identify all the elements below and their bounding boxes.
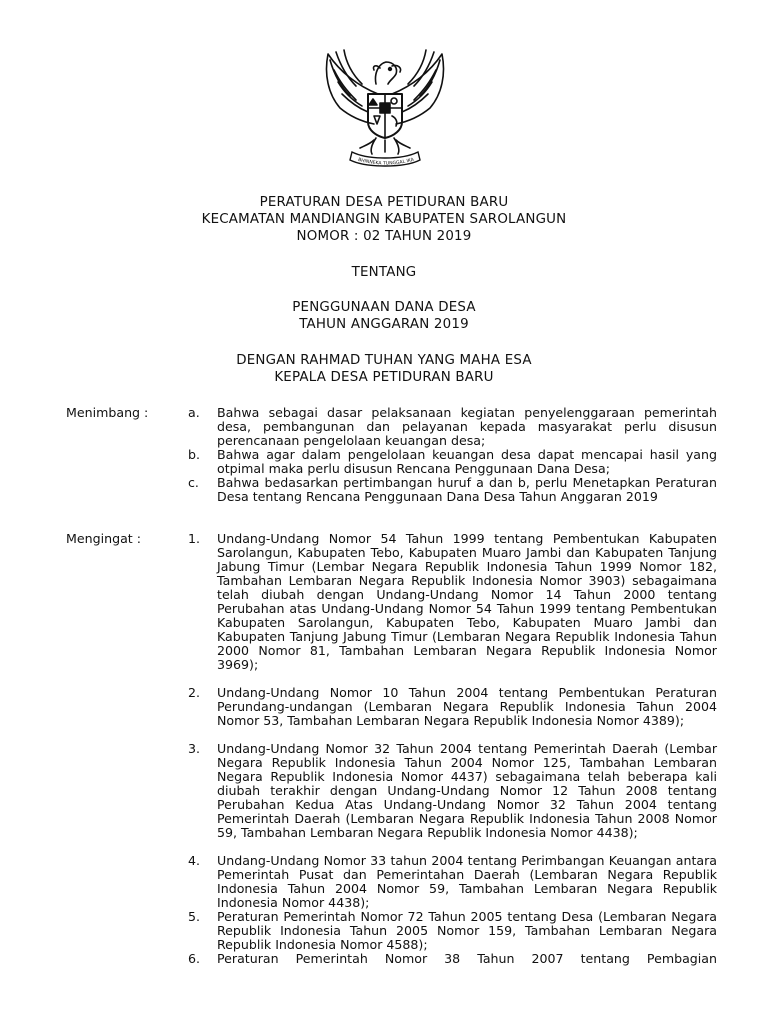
item-marker: 1. [188,531,201,546]
item-marker: 5. [188,909,201,924]
item-marker: 6. [188,951,201,966]
title-line-3: NOMOR : 02 TAHUN 2019 [296,229,472,244]
preamble-line-1: DENGAN RAHMAD TUHAN YANG MAHA ESA [236,353,532,368]
item-marker: 2. [188,685,201,700]
item-text: Undang-Undang Nomor 33 tahun 2004 tentang Perimbangan Keuangan antara Pemerintah Pusat dan Pemerintahan Daerah (Lembaran Negara Republik Indonesia Tahun 2004 Nomor 59, Tambahan Lembaran Negara Republik Indonesia Nomor 4438); [217,853,717,910]
menimbang-label: Menimbang : [66,405,149,420]
item-text: Peraturan Pemerintah Nomor 72 Tahun 2005 tentang Desa (Lembaran Negara Republik Indonesia Tahun 2005 Nomor 159, Tambahan Lembaran Negara Republik Indonesia Nomor 4588); [217,909,717,952]
garuda-emblem [318,44,452,170]
tentang-heading [0,264,768,281]
emblem-motto: BHINNEKA TUNGGAL IKA [357,157,415,167]
title-line-2: KECAMATAN MANDIANGIN KABUPATEN SAROLANGUN [201,212,567,227]
tentang-text: TENTANG [351,265,417,280]
item-marker: b. [188,447,200,462]
regulation-title [0,194,768,245]
item-marker: c. [188,475,199,490]
preamble-heading [0,352,768,386]
subject-line-2: TAHUN ANGGARAN 2019 [299,317,469,332]
item-marker: a. [188,405,200,420]
subject-heading [0,299,768,333]
item-text: Bahwa sebagai dasar pelaksanaan kegiatan penyelenggaraan pemerintah desa, pembangunan dan pelayanan kepada masyarakat perlu disusun perencanaan pengelolaan keuangan desa; [217,405,717,448]
preamble-line-2: KEPALA DESA PETIDURAN BARU [274,370,494,385]
item-text: Undang-Undang Nomor 10 Tahun 2004 tentang Pembentukan Peraturan Perundang-undangan (Lembaran Negara Republik Indonesia Tahun 2004 Nomor 53, Tambahan Lembaran Negara Republik Indonesia Nomor 4389); [217,685,717,728]
item-marker: 4. [188,853,201,868]
item-text: Bahwa bedasarkan pertimbangan huruf a dan b, perlu Menetapkan Peraturan Desa tentang Rencana Penggunaan Dana Desa Tahun Anggaran 2019 [217,475,717,504]
item-text: Undang-Undang Nomor 32 Tahun 2004 tentang Pemerintah Daerah (Lembar Negara Republik Indonesia Tahun 2004 Nomor 125, Tambahan Lembaran Negara Republik Indonesia Nomor 4437) sebagaimana telah beberapa kali diubah terakhir dengan Undang-Undang Nomor 12 Tahun 2008 tentang Perubahan Kedua Atas Undang-Undang Nomor 32 Tahun 2004 tentang Pemerintah Daerah (Lembaran Negara Republik Indonesia Tahun 2008 Nomor 59, Tambahan Lembaran Negara Republik Indonesia Nomor 4438); [217,741,717,840]
item-text: Bahwa agar dalam pengelolaan keuangan desa dapat mencapai hasil yang otpimal maka perlu disusun Rencana Penggunaan Dana Desa; [217,447,717,476]
mengingat-label: Mengingat : [66,531,141,546]
title-line-1: PERATURAN DESA PETIDURAN BARU [259,195,509,210]
subject-line-1: PENGGUNAAN DANA DESA [292,300,476,315]
item-text: Undang-Undang Nomor 54 Tahun 1999 tentang Pembentukan Kabupaten Sarolangun, Kabupaten Tebo, Kabupaten Muaro Jambi dan Kabupaten Tanjung Jabung Timur (Lembar Negara Republik Indonesia Tahun 1999 Nomor 182, Tambahan Lembaran Negara Republik Indonesia Nomor 3903) sebagaimana telah diubah dengan Undang-Undang Nomor 14 Tahun 2000 tentang Perubahan atas Undang-Undang Nomor 54 Tahun 1999 tentang Pembentukan Kabupaten Sarolangun, Kabupaten Tebo, Kabupaten Muaro Jambi dan Kabupaten Tanjung Jabung Timur (Lembaran Negara Republik Indonesia Tahun 2000 Nomor 81, Tambahan Lembaran Negara Republik Indonesia Nomor 3969); [217,531,717,672]
item-text: Peraturan Pemerintah Nomor 38 Tahun 2007 tentang Pembagian [217,951,717,966]
item-marker: 3. [188,741,201,756]
